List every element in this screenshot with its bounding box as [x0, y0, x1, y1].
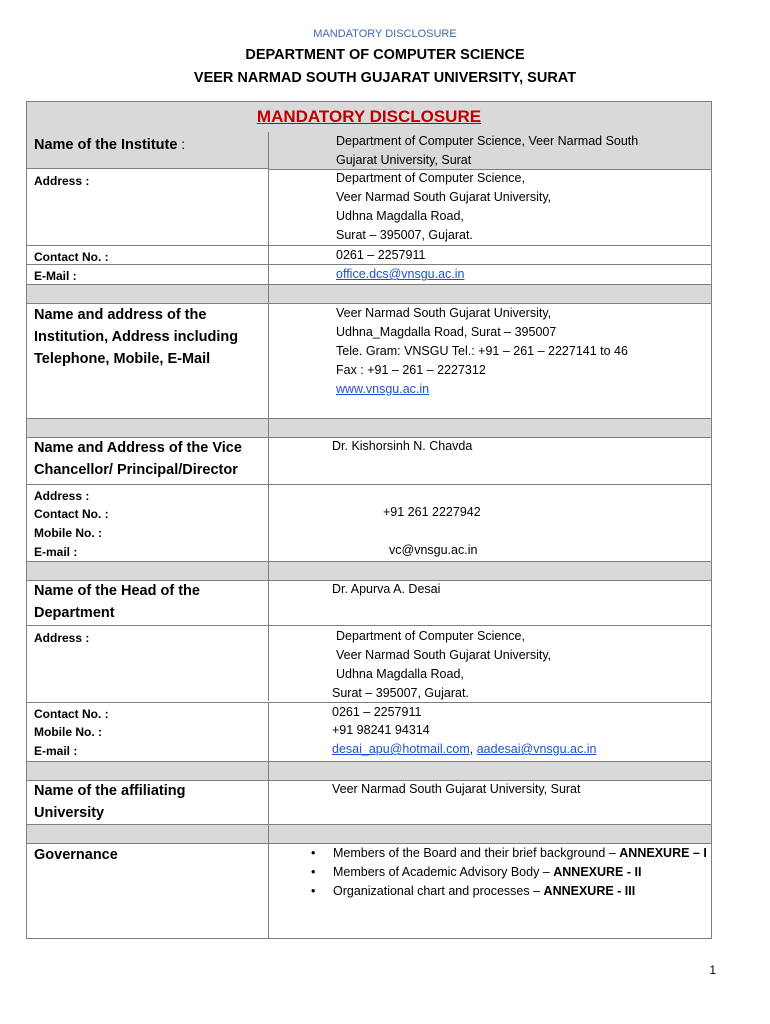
vc-label: Name and Address of the Vice	[34, 440, 242, 456]
vc-address-label: Address :	[34, 489, 90, 503]
hod-mobile-label: Mobile No. :	[34, 725, 102, 739]
spacer-row	[27, 824, 711, 844]
institute-value-line2: Gujarat University, Surat	[336, 153, 472, 167]
hod-email-row	[27, 740, 711, 761]
hod-address-line: Surat – 395007, Gujarat.	[332, 686, 469, 700]
hod-address-line: Veer Narmad South Gujarat University,	[336, 648, 552, 662]
affiliating-value: Veer Narmad South Gujarat University, Surat	[332, 782, 581, 796]
hod-address-line: Department of Computer Science,	[336, 629, 525, 643]
institute-contact: 0261 – 2257911	[336, 248, 426, 262]
hod-address-row	[27, 625, 711, 701]
vc-contact: +91 261 2227942	[383, 505, 481, 519]
institution-line: Veer Narmad South Gujarat University,	[336, 306, 552, 320]
table-banner	[27, 102, 711, 133]
institute-label: Name of the Institute	[34, 137, 178, 153]
affiliating-label: Name of the affiliating	[34, 783, 186, 799]
hod-address-line: Udhna Magdalla Road,	[336, 667, 464, 681]
institute-contact-row	[27, 245, 711, 264]
institution-row	[27, 303, 711, 418]
disclosure-table	[26, 101, 712, 939]
hod-email-label: E-mail :	[34, 744, 78, 758]
institution-line: Udhna_Magdalla Road, Surat – 395007	[336, 325, 557, 339]
governance-label: Governance	[34, 847, 118, 863]
institute-address-line: Veer Narmad South Gujarat University,	[336, 190, 552, 204]
page-header-note: MANDATORY DISCLOSURE	[313, 28, 457, 40]
governance-item-annexure: ANNEXURE - II	[553, 865, 642, 879]
spacer-row	[27, 284, 711, 304]
institution-label: Institution, Address including	[34, 329, 239, 345]
banner-title: MANDATORY DISCLOSURE	[256, 107, 482, 126]
vc-contact-row	[27, 503, 711, 522]
hod-contact-label: Contact No. :	[34, 707, 109, 721]
affiliating-label: University	[34, 805, 105, 821]
department-title: DEPARTMENT OF COMPUTER SCIENCE	[245, 47, 525, 63]
governance-item-text: Members of the Board and their brief background –	[333, 846, 620, 860]
institute-address-line: Department of Computer Science,	[336, 171, 525, 185]
governance-list	[299, 844, 711, 901]
hod-mobile: +91 98241 94314	[332, 723, 430, 737]
hod-contact: 0261 – 2257911	[332, 705, 422, 719]
governance-row	[27, 843, 711, 938]
spacer-row	[27, 761, 711, 781]
governance-item	[299, 844, 711, 863]
institution-label: Name and address of the	[34, 307, 207, 323]
vc-email-label: E-mail :	[34, 545, 78, 559]
vc-row	[27, 437, 711, 484]
institution-line: Tele. Gram: VNSGU Tel.: +91 – 261 – 2227141 to 46	[336, 344, 628, 358]
website-link[interactable]: www.vnsgu.ac.in	[336, 382, 430, 396]
institute-address-label: Address :	[34, 174, 90, 188]
vc-mobile-row	[27, 522, 711, 541]
institution-line: Fax : +91 – 261 – 2227312	[336, 363, 486, 377]
institute-value-line1: Department of Computer Science, Veer Narmad South	[336, 134, 639, 148]
vc-contact-label: Contact No. :	[34, 507, 109, 521]
hod-label: Department	[34, 605, 115, 621]
institution-label: Telephone, Mobile, E-Mail	[34, 351, 211, 367]
vc-address-row	[27, 484, 711, 503]
hod-label: Name of the Head of the	[34, 583, 200, 599]
institute-address-line: Surat – 395007, Gujarat.	[336, 228, 473, 242]
affiliating-row	[27, 780, 711, 824]
hod-email-link-2[interactable]: aadesai@vnsgu.ac.in	[476, 742, 597, 756]
hod-email-separator: ,	[469, 742, 477, 756]
hod-row	[27, 580, 711, 625]
governance-item-text: Members of Academic Advisory Body –	[333, 865, 554, 879]
institute-row	[27, 132, 711, 169]
governance-item-annexure: ANNEXURE - III	[543, 884, 636, 898]
institute-email-row	[27, 264, 711, 284]
spacer-row	[27, 561, 711, 581]
hod-mobile-row	[27, 721, 711, 740]
hod-name: Dr. Apurva A. Desai	[332, 582, 441, 596]
institute-address-line: Udhna Magdalla Road,	[336, 209, 464, 223]
vc-name: Dr. Kishorsinh N. Chavda	[332, 439, 473, 453]
governance-item	[299, 863, 711, 882]
spacer-row	[27, 418, 711, 438]
governance-item	[299, 882, 711, 901]
vc-email-row	[27, 541, 711, 561]
vc-email: vc@vnsgu.ac.in	[389, 543, 478, 557]
hod-address-label: Address :	[34, 631, 90, 645]
governance-item-annexure: ANNEXURE – I	[619, 846, 707, 860]
hod-contact-row	[27, 702, 711, 721]
governance-item-text: Organizational chart and processes –	[333, 884, 544, 898]
hod-email-link-1[interactable]: desai_apu@hotmail.com	[332, 742, 470, 756]
page-number: 1	[709, 963, 716, 977]
institute-email-label: E-Mail :	[34, 269, 77, 283]
vc-label: Chancellor/ Principal/Director	[34, 462, 238, 478]
institute-email-link[interactable]: office.dcs@vnsgu.ac.in	[336, 267, 465, 281]
institute-contact-label: Contact No. :	[34, 250, 109, 264]
institute-label-colon: :	[177, 136, 186, 152]
university-title: VEER NARMAD SOUTH GUJARAT UNIVERSITY, SURAT	[193, 70, 577, 86]
institute-address-row	[27, 169, 711, 245]
vc-mobile-label: Mobile No. :	[34, 526, 102, 540]
